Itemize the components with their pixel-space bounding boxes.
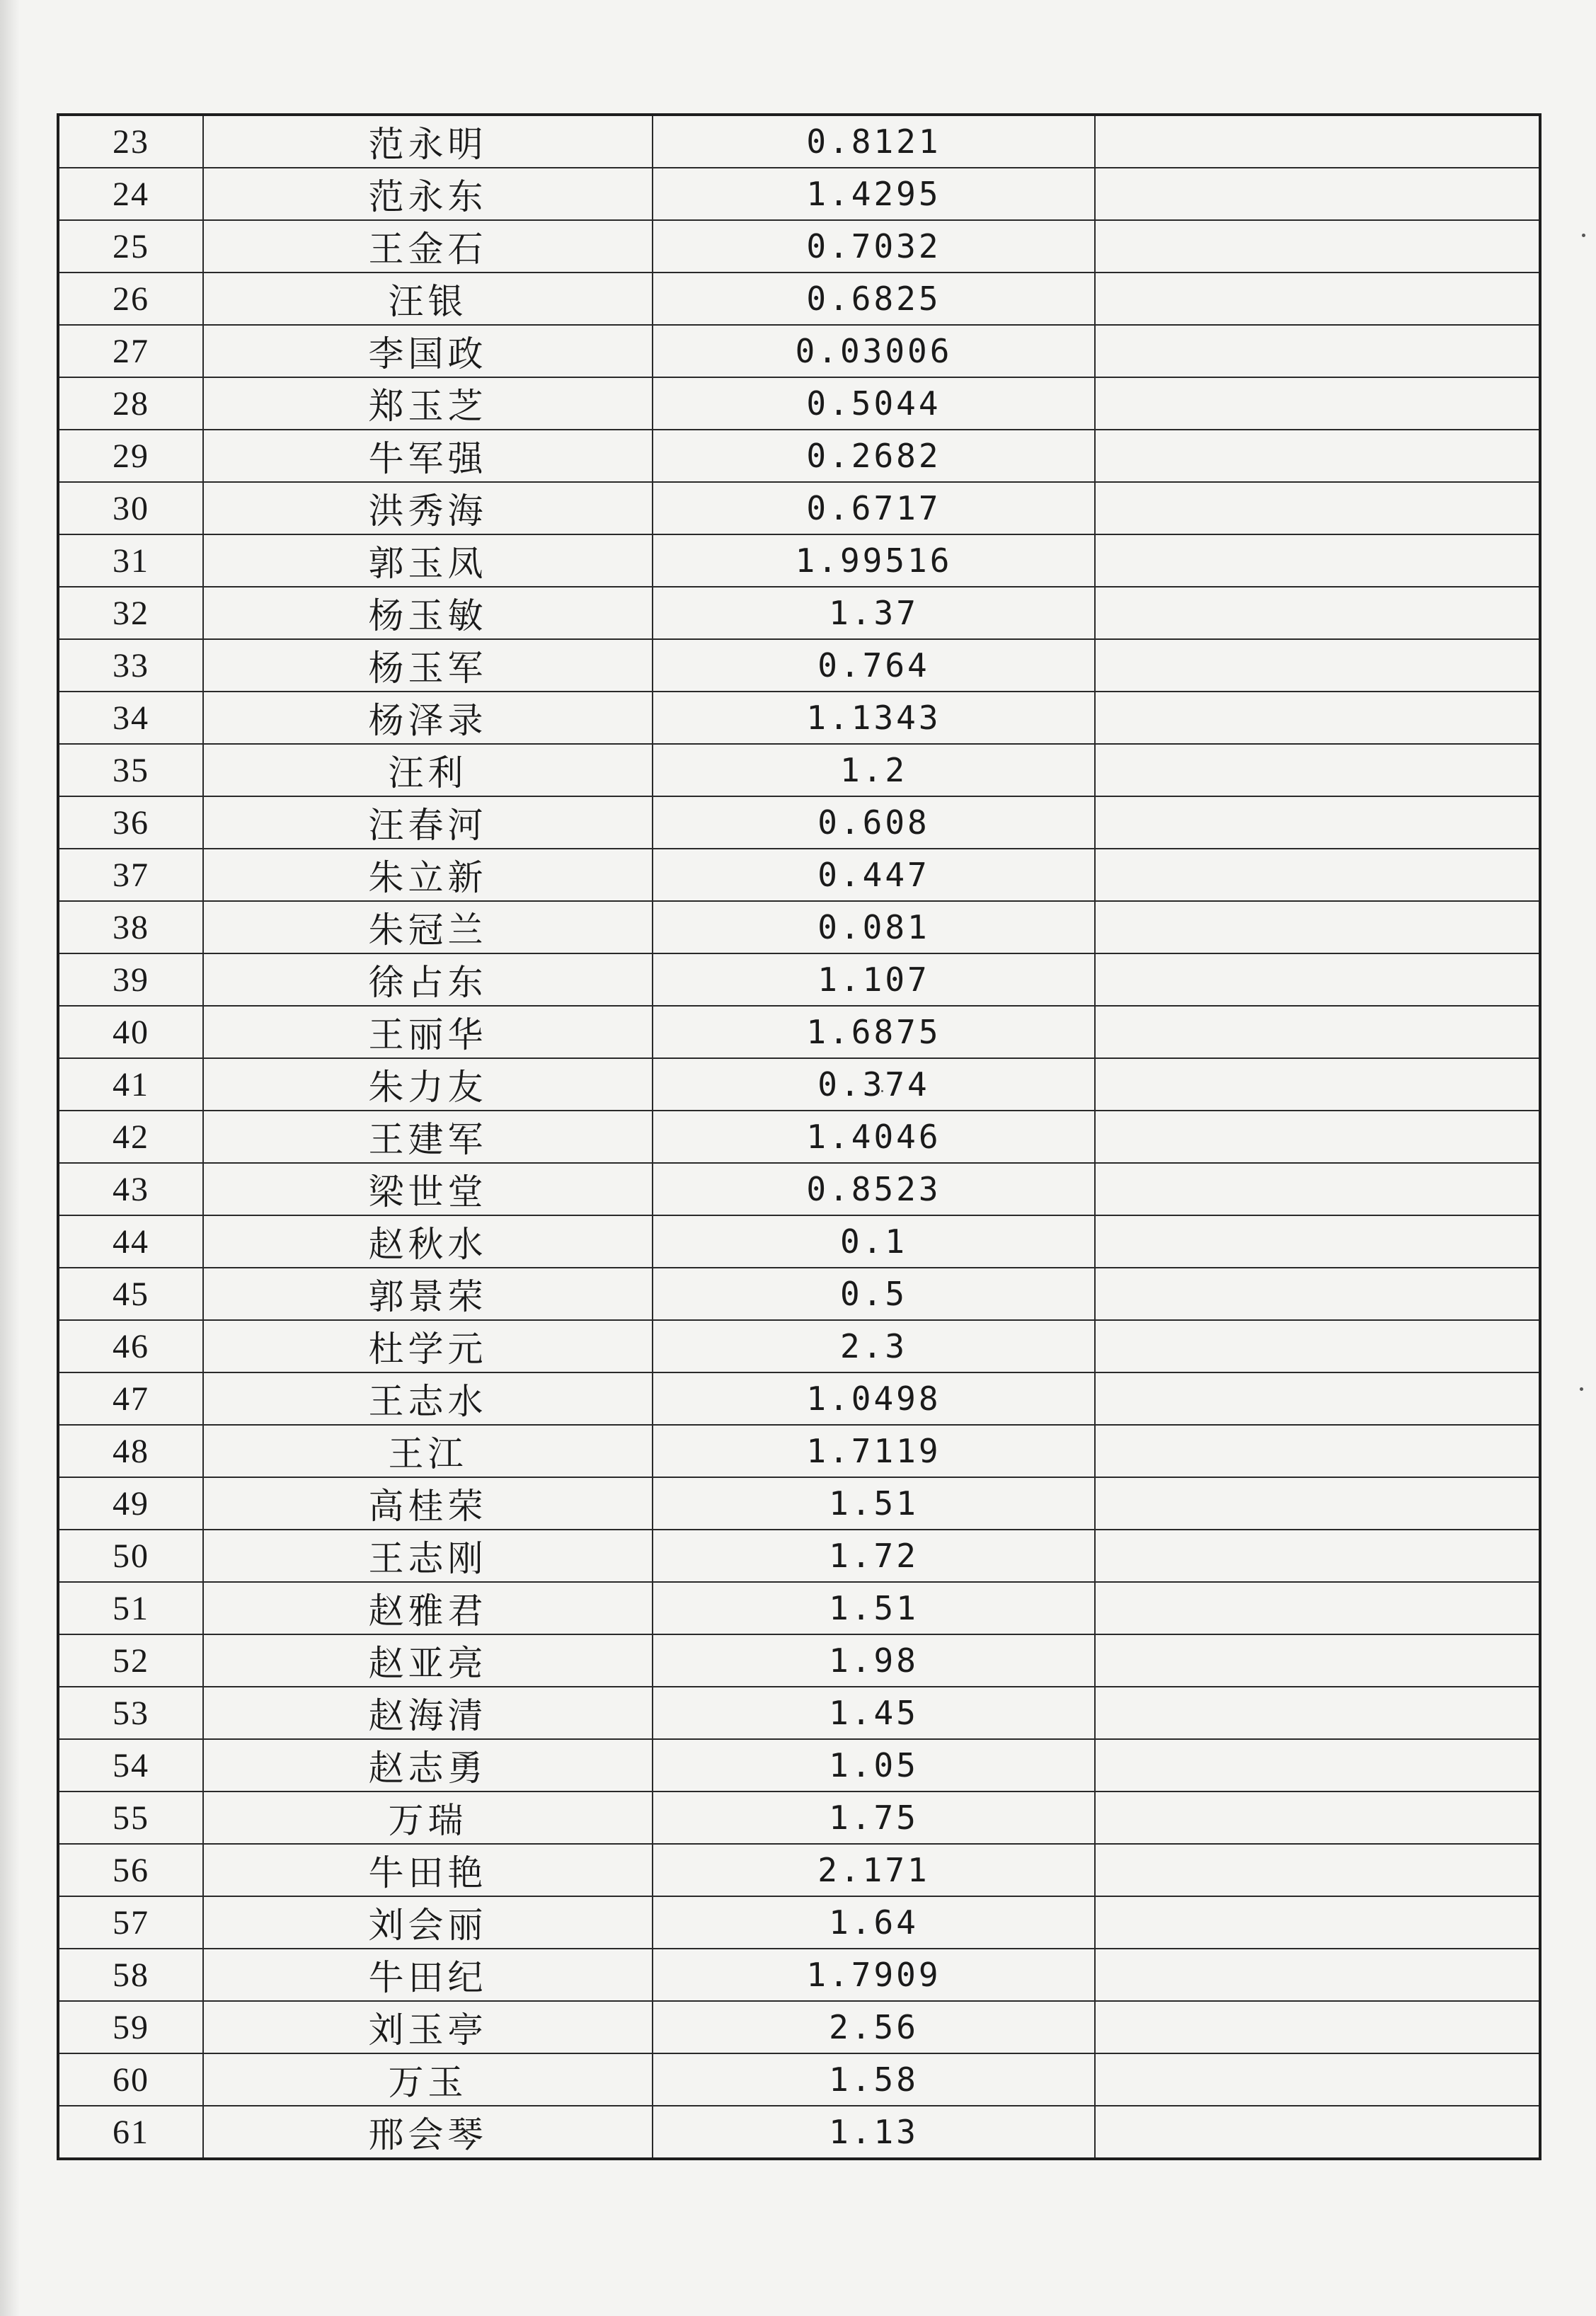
name-cell: 杨泽录: [203, 692, 653, 744]
row-number-cell: 47: [58, 1372, 203, 1425]
name-cell: 朱力友: [203, 1058, 653, 1111]
row-number-cell: 30: [58, 482, 203, 534]
empty-cell: [1095, 115, 1540, 168]
value-cell: 2.3: [653, 1320, 1095, 1372]
table-row: [58, 115, 1540, 168]
row-number-cell: 33: [58, 639, 203, 692]
table-row: [58, 377, 1540, 430]
value-cell: 0.447: [653, 849, 1095, 901]
name-cell: 郭玉凤: [203, 534, 653, 587]
empty-cell: [1095, 1949, 1540, 2001]
row-number-cell: 45: [58, 1268, 203, 1320]
table-row: [58, 1739, 1540, 1792]
row-number-cell: 42: [58, 1111, 203, 1163]
empty-cell: [1095, 1582, 1540, 1634]
table-row: [58, 168, 1540, 220]
row-number-cell: 23: [58, 115, 203, 168]
table-row: [58, 1687, 1540, 1739]
row-number-cell: 24: [58, 168, 203, 220]
name-cell: 赵亚亮: [203, 1634, 653, 1687]
name-cell: 牛田艳: [203, 1844, 653, 1896]
table-row: [58, 2106, 1540, 2159]
empty-cell: [1095, 1792, 1540, 1844]
data-table: [57, 113, 1542, 2160]
value-cell: 0.1: [653, 1215, 1095, 1268]
row-number-cell: 27: [58, 325, 203, 377]
value-cell: 1.7909: [653, 1949, 1095, 2001]
row-number-cell: 57: [58, 1896, 203, 1949]
empty-cell: [1095, 692, 1540, 744]
table-row: [58, 692, 1540, 744]
name-cell: 范永东: [203, 168, 653, 220]
table-row: [58, 744, 1540, 796]
value-cell: 0.8523: [653, 1163, 1095, 1215]
empty-cell: [1095, 168, 1540, 220]
name-cell: 朱冠兰: [203, 901, 653, 953]
name-cell: 朱立新: [203, 849, 653, 901]
empty-cell: [1095, 849, 1540, 901]
value-cell: 0.5: [653, 1268, 1095, 1320]
name-cell: 王金石: [203, 220, 653, 273]
name-cell: 郑玉芝: [203, 377, 653, 430]
empty-cell: [1095, 1477, 1540, 1530]
name-cell: 汪春河: [203, 796, 653, 849]
row-number-cell: 52: [58, 1634, 203, 1687]
row-number-cell: 31: [58, 534, 203, 587]
value-cell: 0.374: [653, 1058, 1095, 1111]
row-number-cell: 40: [58, 1006, 203, 1058]
empty-cell: [1095, 2053, 1540, 2106]
name-cell: 徐占东: [203, 953, 653, 1006]
name-cell: 万瑞: [203, 1792, 653, 1844]
value-cell: 0.6825: [653, 273, 1095, 325]
row-number-cell: 56: [58, 1844, 203, 1896]
name-cell: 梁世堂: [203, 1163, 653, 1215]
value-cell: 0.608: [653, 796, 1095, 849]
name-cell: 高桂荣: [203, 1477, 653, 1530]
table-row: [58, 1634, 1540, 1687]
row-number-cell: 48: [58, 1425, 203, 1477]
value-cell: 1.72: [653, 1530, 1095, 1582]
row-number-cell: 61: [58, 2106, 203, 2159]
empty-cell: [1095, 901, 1540, 953]
table-row: [58, 534, 1540, 587]
name-cell: 汪银: [203, 273, 653, 325]
name-cell: 牛田纪: [203, 1949, 653, 2001]
value-cell: 0.2682: [653, 430, 1095, 482]
empty-cell: [1095, 2001, 1540, 2053]
name-cell: 李国政: [203, 325, 653, 377]
value-cell: 1.58: [653, 2053, 1095, 2106]
empty-cell: [1095, 377, 1540, 430]
row-number-cell: 36: [58, 796, 203, 849]
empty-cell: [1095, 1268, 1540, 1320]
value-cell: 1.107: [653, 953, 1095, 1006]
value-cell: 1.64: [653, 1896, 1095, 1949]
empty-cell: [1095, 1215, 1540, 1268]
row-number-cell: 44: [58, 1215, 203, 1268]
table-row: [58, 1163, 1540, 1215]
row-number-cell: 49: [58, 1477, 203, 1530]
row-number-cell: 50: [58, 1530, 203, 1582]
table-row: [58, 901, 1540, 953]
name-cell: 刘玉亭: [203, 2001, 653, 2053]
empty-cell: [1095, 587, 1540, 639]
row-number-cell: 29: [58, 430, 203, 482]
name-cell: 汪利: [203, 744, 653, 796]
table-row: [58, 482, 1540, 534]
name-cell: 杨玉军: [203, 639, 653, 692]
row-number-cell: 32: [58, 587, 203, 639]
value-cell: 1.0498: [653, 1372, 1095, 1425]
table-row: [58, 273, 1540, 325]
table-row: [58, 1896, 1540, 1949]
row-number-cell: 54: [58, 1739, 203, 1792]
table-row: [58, 2053, 1540, 2106]
table-row: [58, 325, 1540, 377]
name-cell: 杜学元: [203, 1320, 653, 1372]
name-cell: 王江: [203, 1425, 653, 1477]
value-cell: 0.6717: [653, 482, 1095, 534]
name-cell: 赵秋水: [203, 1215, 653, 1268]
table-row: [58, 2001, 1540, 2053]
value-cell: 0.081: [653, 901, 1095, 953]
value-cell: 1.6875: [653, 1006, 1095, 1058]
value-cell: 1.37: [653, 587, 1095, 639]
value-cell: 0.03006: [653, 325, 1095, 377]
table-row: [58, 1215, 1540, 1268]
row-number-cell: 41: [58, 1058, 203, 1111]
row-number-cell: 46: [58, 1320, 203, 1372]
name-cell: 王志水: [203, 1372, 653, 1425]
empty-cell: [1095, 1844, 1540, 1896]
row-number-cell: 34: [58, 692, 203, 744]
table-row: [58, 1058, 1540, 1111]
empty-cell: [1095, 534, 1540, 587]
empty-cell: [1095, 273, 1540, 325]
value-cell: 1.99516: [653, 534, 1095, 587]
value-cell: 2.56: [653, 2001, 1095, 2053]
value-cell: 1.1343: [653, 692, 1095, 744]
empty-cell: [1095, 1006, 1540, 1058]
empty-cell: [1095, 1163, 1540, 1215]
table-row: [58, 1372, 1540, 1425]
table-row: [58, 1844, 1540, 1896]
row-number-cell: 55: [58, 1792, 203, 1844]
value-cell: 0.5044: [653, 377, 1095, 430]
table-row: [58, 1477, 1540, 1530]
row-number-cell: 60: [58, 2053, 203, 2106]
empty-cell: [1095, 1530, 1540, 1582]
row-number-cell: 25: [58, 220, 203, 273]
value-cell: 1.05: [653, 1739, 1095, 1792]
table-row: [58, 1530, 1540, 1582]
name-cell: 牛军强: [203, 430, 653, 482]
table-row: [58, 1320, 1540, 1372]
table-row: [58, 1425, 1540, 1477]
value-cell: 1.7119: [653, 1425, 1095, 1477]
empty-cell: [1095, 1896, 1540, 1949]
row-number-cell: 58: [58, 1949, 203, 2001]
empty-cell: [1095, 1425, 1540, 1477]
name-cell: 郭景荣: [203, 1268, 653, 1320]
value-cell: 0.764: [653, 639, 1095, 692]
empty-cell: [1095, 1320, 1540, 1372]
value-cell: 0.8121: [653, 115, 1095, 168]
row-number-cell: 26: [58, 273, 203, 325]
value-cell: 1.98: [653, 1634, 1095, 1687]
row-number-cell: 51: [58, 1582, 203, 1634]
scan-edge-shadow: [0, 0, 20, 2316]
value-cell: 1.45: [653, 1687, 1095, 1739]
scan-speck: [1582, 234, 1585, 237]
table-row: [58, 1006, 1540, 1058]
empty-cell: [1095, 796, 1540, 849]
row-number-cell: 43: [58, 1163, 203, 1215]
row-number-cell: 53: [58, 1687, 203, 1739]
name-cell: 万玉: [203, 2053, 653, 2106]
row-number-cell: 35: [58, 744, 203, 796]
name-cell: 范永明: [203, 115, 653, 168]
empty-cell: [1095, 1111, 1540, 1163]
table-row: [58, 1792, 1540, 1844]
name-cell: 刘会丽: [203, 1896, 653, 1949]
table-row: [58, 639, 1540, 692]
name-cell: 王志刚: [203, 1530, 653, 1582]
empty-cell: [1095, 1739, 1540, 1792]
row-number-cell: 37: [58, 849, 203, 901]
value-cell: 1.51: [653, 1582, 1095, 1634]
value-cell: 1.75: [653, 1792, 1095, 1844]
empty-cell: [1095, 220, 1540, 273]
empty-cell: [1095, 744, 1540, 796]
name-cell: 王丽华: [203, 1006, 653, 1058]
empty-cell: [1095, 482, 1540, 534]
name-cell: 杨玉敏: [203, 587, 653, 639]
name-cell: 赵志勇: [203, 1739, 653, 1792]
name-cell: 洪秀海: [203, 482, 653, 534]
table-body: [58, 115, 1540, 2159]
value-cell: 0.7032: [653, 220, 1095, 273]
empty-cell: [1095, 2106, 1540, 2159]
table-row: [58, 796, 1540, 849]
table-row: [58, 1268, 1540, 1320]
value-cell: 1.2: [653, 744, 1095, 796]
table-row: [58, 587, 1540, 639]
value-cell: 1.51: [653, 1477, 1095, 1530]
row-number-cell: 38: [58, 901, 203, 953]
empty-cell: [1095, 430, 1540, 482]
table-row: [58, 430, 1540, 482]
empty-cell: [1095, 1058, 1540, 1111]
row-number-cell: 28: [58, 377, 203, 430]
value-cell: 1.4046: [653, 1111, 1095, 1163]
value-cell: 2.171: [653, 1844, 1095, 1896]
table-row: [58, 1949, 1540, 2001]
table-row: [58, 220, 1540, 273]
empty-cell: [1095, 639, 1540, 692]
empty-cell: [1095, 1687, 1540, 1739]
empty-cell: [1095, 1634, 1540, 1687]
table-row: [58, 953, 1540, 1006]
table-row: [58, 1111, 1540, 1163]
name-cell: 邢会琴: [203, 2106, 653, 2159]
value-cell: 1.4295: [653, 168, 1095, 220]
name-cell: 赵海清: [203, 1687, 653, 1739]
name-cell: 王建军: [203, 1111, 653, 1163]
value-cell: 1.13: [653, 2106, 1095, 2159]
empty-cell: [1095, 953, 1540, 1006]
row-number-cell: 39: [58, 953, 203, 1006]
row-number-cell: 59: [58, 2001, 203, 2053]
table-row: [58, 849, 1540, 901]
name-cell: 赵雅君: [203, 1582, 653, 1634]
empty-cell: [1095, 325, 1540, 377]
table-row: [58, 1582, 1540, 1634]
empty-cell: [1095, 1372, 1540, 1425]
scan-speck: [1580, 1387, 1583, 1391]
